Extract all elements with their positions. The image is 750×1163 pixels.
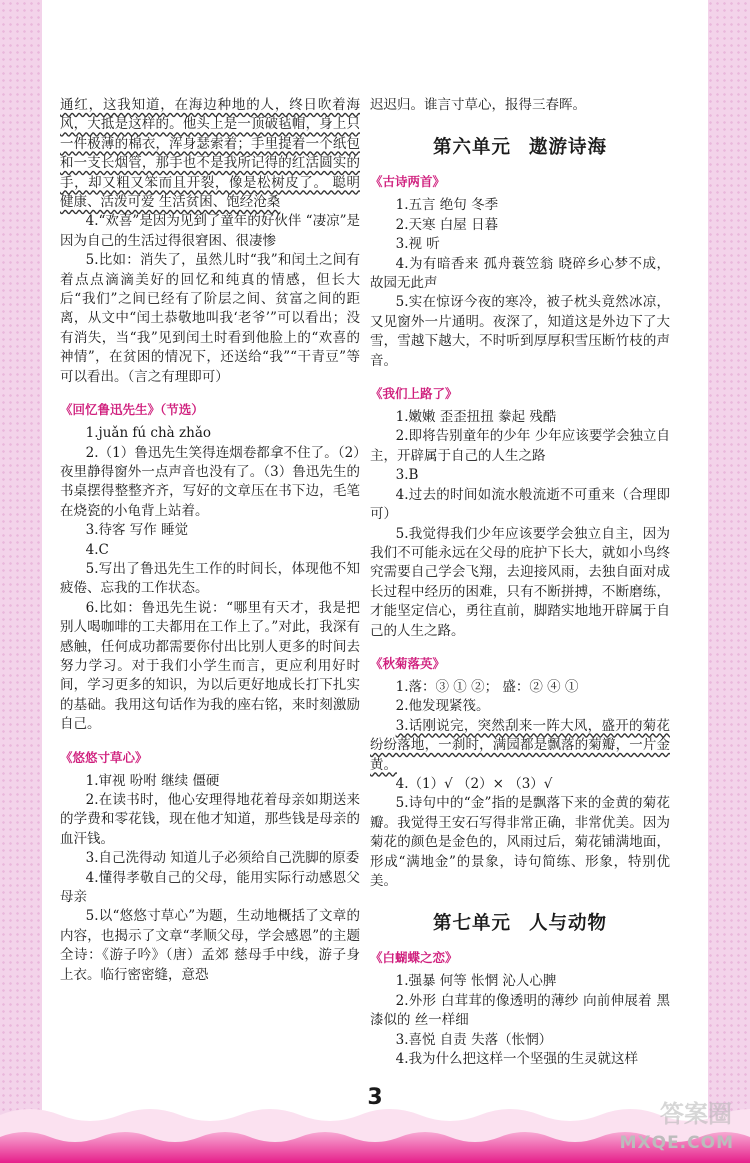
answer-paragraph: 4.（1）√ （2）× （3）√ <box>395 775 553 792</box>
answer-paragraph: 4.C <box>85 541 109 558</box>
watermark-url: MXQE.COM <box>619 1133 734 1153</box>
section-heading: 《古诗两首》 <box>370 174 446 190</box>
answer-paragraph: 4.“欢喜”是因为见到了童年的好伙伴 “凄凉”是因为自己的生活过得很窘困、很凄惨 <box>60 213 360 249</box>
answer-paragraph: 2.（1）鲁迅先生笑得连烟卷都拿不住了。（2）夜里静得窗外一点声音也没有了。（3）鲁迅先生的书桌摆得整整齐齐，写好的文章压在书下边，毛笔在烧瓷的小龟背上站着。 <box>60 444 360 519</box>
answer-paragraph: 2.即将告别童年的少年 少年应该要学会独立自主，开辟属于自己的人生之路 <box>370 428 670 464</box>
underlined-text: 通红，这我知道，在海边种地的人，终日吹着海风，大抵是这样的。他头上是一顶破毡帽，身上只一件极薄的棉衣，浑身瑟索着；手里提着一个纸包和一支长烟管，那手也不是我所记得的红活圆实的手，却又粗又笨而且开裂，像是松树皮了。 聪明健康、活泼可爱 生活贫困、饱经沧桑 <box>60 97 360 211</box>
answer-paragraph: 4.懂得孝敬自己的父母，能用实际行动感恩父母亲 <box>60 869 360 906</box>
answer-paragraph: 3.喜悦 自责 失落（怅惘） <box>395 1031 553 1048</box>
answer-paragraph: 3.B <box>395 467 419 484</box>
answer-paragraph: 5.诗句中的“金”指的是飘落下来的金黄的菊花瓣。我觉得王安石写得非常正确，非常优美。因为菊花的颜色是金色的，风雨过后，菊花铺满地面，形成“满地金”的景象，诗句简练、形象，特别优美。 <box>370 795 670 889</box>
unit-title: 人与动物 <box>529 913 608 935</box>
watermark <box>594 1097 744 1159</box>
unit-number: 第六单元 <box>432 137 511 159</box>
answer-paragraph <box>60 96 360 212</box>
answer-paragraph: 1.审视 吩咐 继续 僵硬 <box>85 772 220 789</box>
unit-heading <box>370 909 670 935</box>
answer-paragraph: 5.比如：消失了，虽然儿时“我”和闰土之间有着点点滴滴美好的回忆和纯真的情感，但长大后“我们”之间已经有了阶层之间、贫富之间的距离，从文中“闰土恭敬地叫我‘老爷’”可以看出；没有消失，当“我”见到闰土时看到他脸上的“欢喜的神情”，在贫困的情况下，还送给“我”“干青豆”等可以看出。（言之有理即可） <box>60 252 360 385</box>
answer-paragraph: 5.实在惊讶今夜的寒冷，被子枕头竟然冰凉，又见窗外一片通明。夜深了，知道这是外边下了大雪，雪越下越大，不时听到厚厚积雪压断竹枝的声音。 <box>370 294 670 369</box>
unit-title: 遨游诗海 <box>529 137 608 159</box>
section-heading: 《回忆鲁迅先生》（节选） <box>60 402 204 418</box>
answer-paragraph <box>370 717 670 775</box>
answer-paragraph: 1.juǎn fú chà zhǎo <box>85 425 211 442</box>
answer-paragraph: 6.比如：鲁迅先生说：“哪里有天才，我是把别人喝咖啡的工夫都用在工作上了。”对此，我深有感触，任何成功都需要你付出比别人更多的时间去努力学习。对于我们小学生而言，更应利用好时间，学习更多的知识，为以后更好地成长打下扎实的基础。我用这句话作为我的座右铭，来时刻激励自己。 <box>60 599 360 733</box>
answer-paragraph: 2.天寒 白屋 日暮 <box>395 216 499 233</box>
underlined-text: 3.话刚说完，突然刮来一阵大风，盛开的菊花纷纷落地，一刹时，满园都是飘落的菊瓣，一片金黄。 <box>370 717 670 773</box>
answer-paragraph: 迟迟归。谁言寸草心，报得三春晖。 <box>370 97 586 113</box>
answer-paragraph: 2.他发现紧筏。 <box>395 698 490 715</box>
section-heading: 《我们上路了》 <box>370 386 458 402</box>
answer-paragraph: 5.以“悠悠寸草心”为题，生动地概括了文章的内容，也揭示了文章“孝顺父母，学会感恩”的主题 全诗：《游子吟》（唐）孟郊 慈母手中线，游子身上衣。临行密密缝，意恐 <box>60 908 360 983</box>
answer-paragraph: 3.视 听 <box>395 236 440 253</box>
answer-paragraph: 4.我为什么把这样一个坚强的生灵就这样 <box>395 1051 639 1068</box>
section-heading: 《悠悠寸草心》 <box>60 749 148 765</box>
section-heading: 《秋菊落英》 <box>370 655 446 671</box>
answer-paragraph: 4.为有暗香来 孤舟蓑笠翁 晓碎乡心梦不成，故园无此声 <box>370 255 670 292</box>
answer-paragraph: 5.写出了鲁迅先生工作的时间长，体现他不知疲倦、忘我的工作状态。 <box>60 560 360 597</box>
right-column <box>370 96 670 1069</box>
answer-paragraph: 3.待客 写作 睡觉 <box>85 522 189 539</box>
answer-paragraph: 1.五言 绝句 冬季 <box>395 197 499 214</box>
answer-paragraph: 3.自己洗得动 知道儿子必须给自己洗脚的原委 <box>85 850 360 867</box>
answer-paragraph: 5.我觉得我们少年应该要学会独立自主，因为我们不可能永远在父母的庇护下长大，就如小鸟终究需要自己学会飞翔，去迎接风雨，去独自面对成长过程中经历的困难，只有不断拼搏，不断磨练，才能坚定信心，勇往直前，脚踏实地地开辟属于自己的人生之路。 <box>370 525 670 639</box>
section-heading: 《白蝴蝶之恋》 <box>370 950 458 966</box>
unit-heading <box>370 133 670 159</box>
watermark-logo: 答案圈 <box>660 1100 732 1128</box>
answer-paragraph: 4.过去的时间如流水般流逝不可重来（合理即可） <box>370 486 670 523</box>
left-column <box>60 96 360 985</box>
unit-number: 第七单元 <box>432 913 511 935</box>
answer-paragraph: 1.落：③ ① ②； 盛：② ④ ① <box>395 678 579 695</box>
page-number: 3 <box>367 1085 383 1110</box>
answer-paragraph: 2.外形 白茸茸的像透明的薄纱 向前伸展着 黑漆似的 丝一样细 <box>370 992 670 1029</box>
answer-paragraph: 1.嫩嫩 歪歪扭扭 豢起 残酷 <box>395 409 557 426</box>
answer-paragraph: 1.强暴 何等 怅惘 沁人心脾 <box>395 973 557 990</box>
answer-paragraph: 2.在读书时，他心安理得地花着母亲如期送来的学费和零花钱，现在他才知道，那些钱是母亲的血汗钱。 <box>60 792 360 847</box>
